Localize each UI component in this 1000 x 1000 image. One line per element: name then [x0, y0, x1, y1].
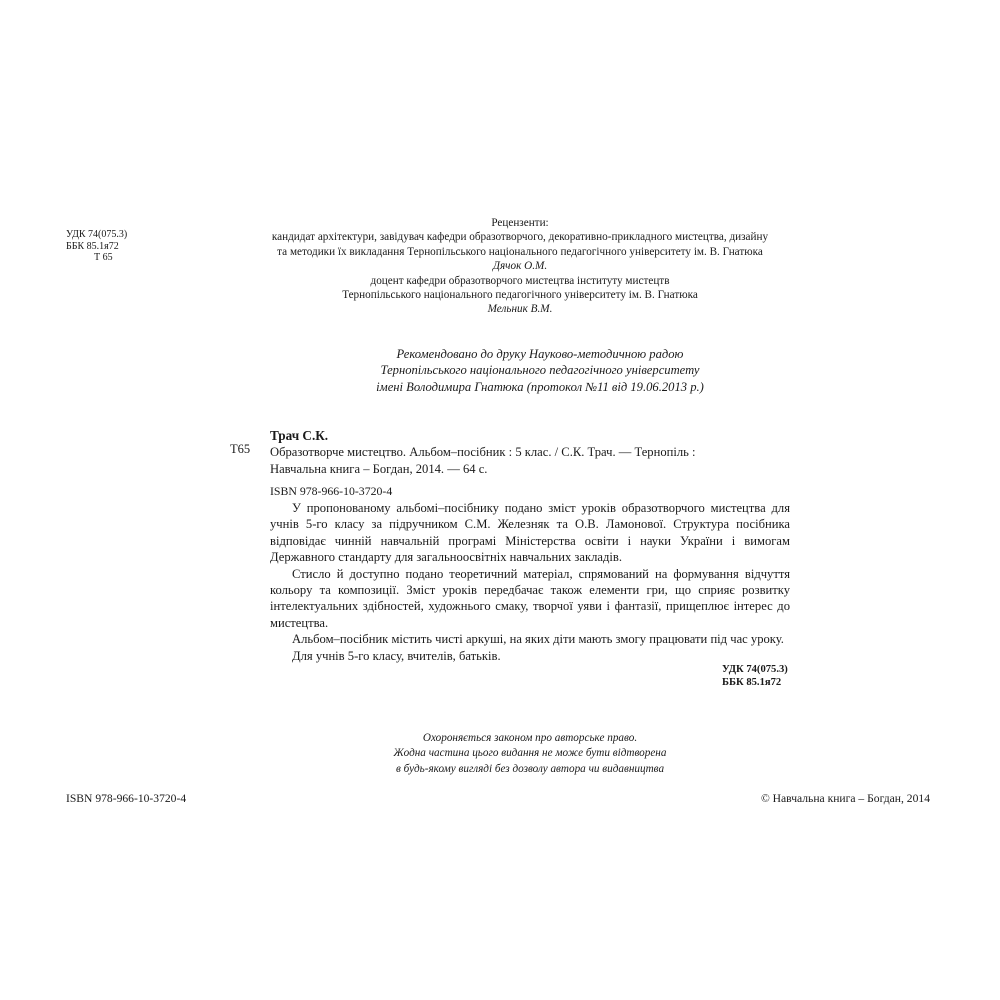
annotation-paragraph: У пропонованому альбомі–посібнику подано зміст уроків образотворчого мистецтва для учнів 5-го класу за підручником С.М. Железняк та О.В. Ламонової. Структура посібника відповідає чинній навчальній програмі Міністерства освіти і науки України і вимогам Державного стандарту для загальноосвітніх навчальних закладів.: [270, 501, 790, 565]
copyright-notice-line3: в будь-якому вигляді без дозволу автора чи видавництва: [395, 762, 665, 775]
annotation-paragraph: Альбом–посібник містить чисті аркуші, на яких діти мають змогу працювати під час уроку.: [292, 632, 784, 647]
reviewer-1-name: Дячок О.М.: [492, 260, 548, 273]
reviewers-block: [240, 216, 800, 317]
book-title-line2: Навчальна книга – Богдан, 2014. — 64 с.: [270, 461, 488, 476]
bibliographic-code: Т65: [230, 442, 251, 456]
reviewer-1-title-line1: кандидат архітектури, завідувач кафедри образотворчого, декоративно-прикладного мистецтва, дизайну: [271, 231, 769, 244]
udk-code: УДК 74(075.3): [66, 229, 128, 240]
bbk-code: ББК 85.1я72: [66, 240, 119, 252]
reviewers-heading: Рецензенти:: [491, 217, 549, 229]
reviewer-2-title-line1: доцент кафедри образотворчого мистецтва інституту мистецтв: [370, 274, 670, 287]
reviewer-2-title-line2: Тернопільського національного педагогічного університету ім. В. Гнатюка: [342, 289, 698, 302]
classification-top: [66, 229, 127, 264]
copyright-notice-line2: Жодна частина цього видання не може бути відтворена: [393, 747, 667, 760]
recommendation-line2: Тернопільського національного педагогічного університету: [380, 363, 700, 378]
bibliographic-record: [270, 428, 800, 500]
author-name: Трач С.К.: [270, 428, 329, 443]
recommendation-line3: імені Володимира Гнатюка (протокол №11 від 19.06.2013 р.): [376, 379, 704, 394]
annotation-paragraph: Стисло й доступно подано теоретичний матеріал, спрямований на формування відчуття кольору та композиції. Зміст уроків передбачає також елементи гри, що сприяє розвитку інтелектуальних здібностей, художнього смаку, творчої уяви і фантазії, прищеплює інтерес до мистецтва.: [270, 566, 790, 630]
annotation: [270, 500, 790, 664]
annotation-paragraph: Для учнів 5-го класу, вчителів, батьків.: [292, 648, 501, 663]
udk-code-bottom: УДК 74(075.3): [722, 664, 788, 675]
reviewer-1-title-line2: та методики їх викладання Тернопільського національного педагогічного університету ім. В. Гнатюка: [277, 245, 763, 258]
copyright-notice-line1: Охороняється законом про авторське право.: [422, 732, 638, 744]
recommendation-block: [300, 346, 780, 395]
reviewer-2-name: Мельник В.М.: [487, 303, 553, 316]
footer-copyright: © Навчальна книга – Богдан, 2014: [760, 792, 930, 805]
book-title-line1: Образотворче мистецтво. Альбом–посібник : 5 клас. / С.К. Трач. — Тернопіль :: [270, 445, 696, 460]
recommendation-line1: Рекомендовано до друку Науково-методичною радою: [396, 347, 684, 361]
isbn-record: ISBN 978-966-10-3720-4: [270, 484, 393, 499]
footer-isbn: ISBN 978-966-10-3720-4: [66, 792, 187, 805]
copyright-notice: [300, 731, 760, 777]
bbk-code-bottom: ББК 85.1я72: [722, 676, 782, 688]
author-sign: Т 65: [94, 252, 113, 263]
classification-bottom: [722, 664, 788, 689]
